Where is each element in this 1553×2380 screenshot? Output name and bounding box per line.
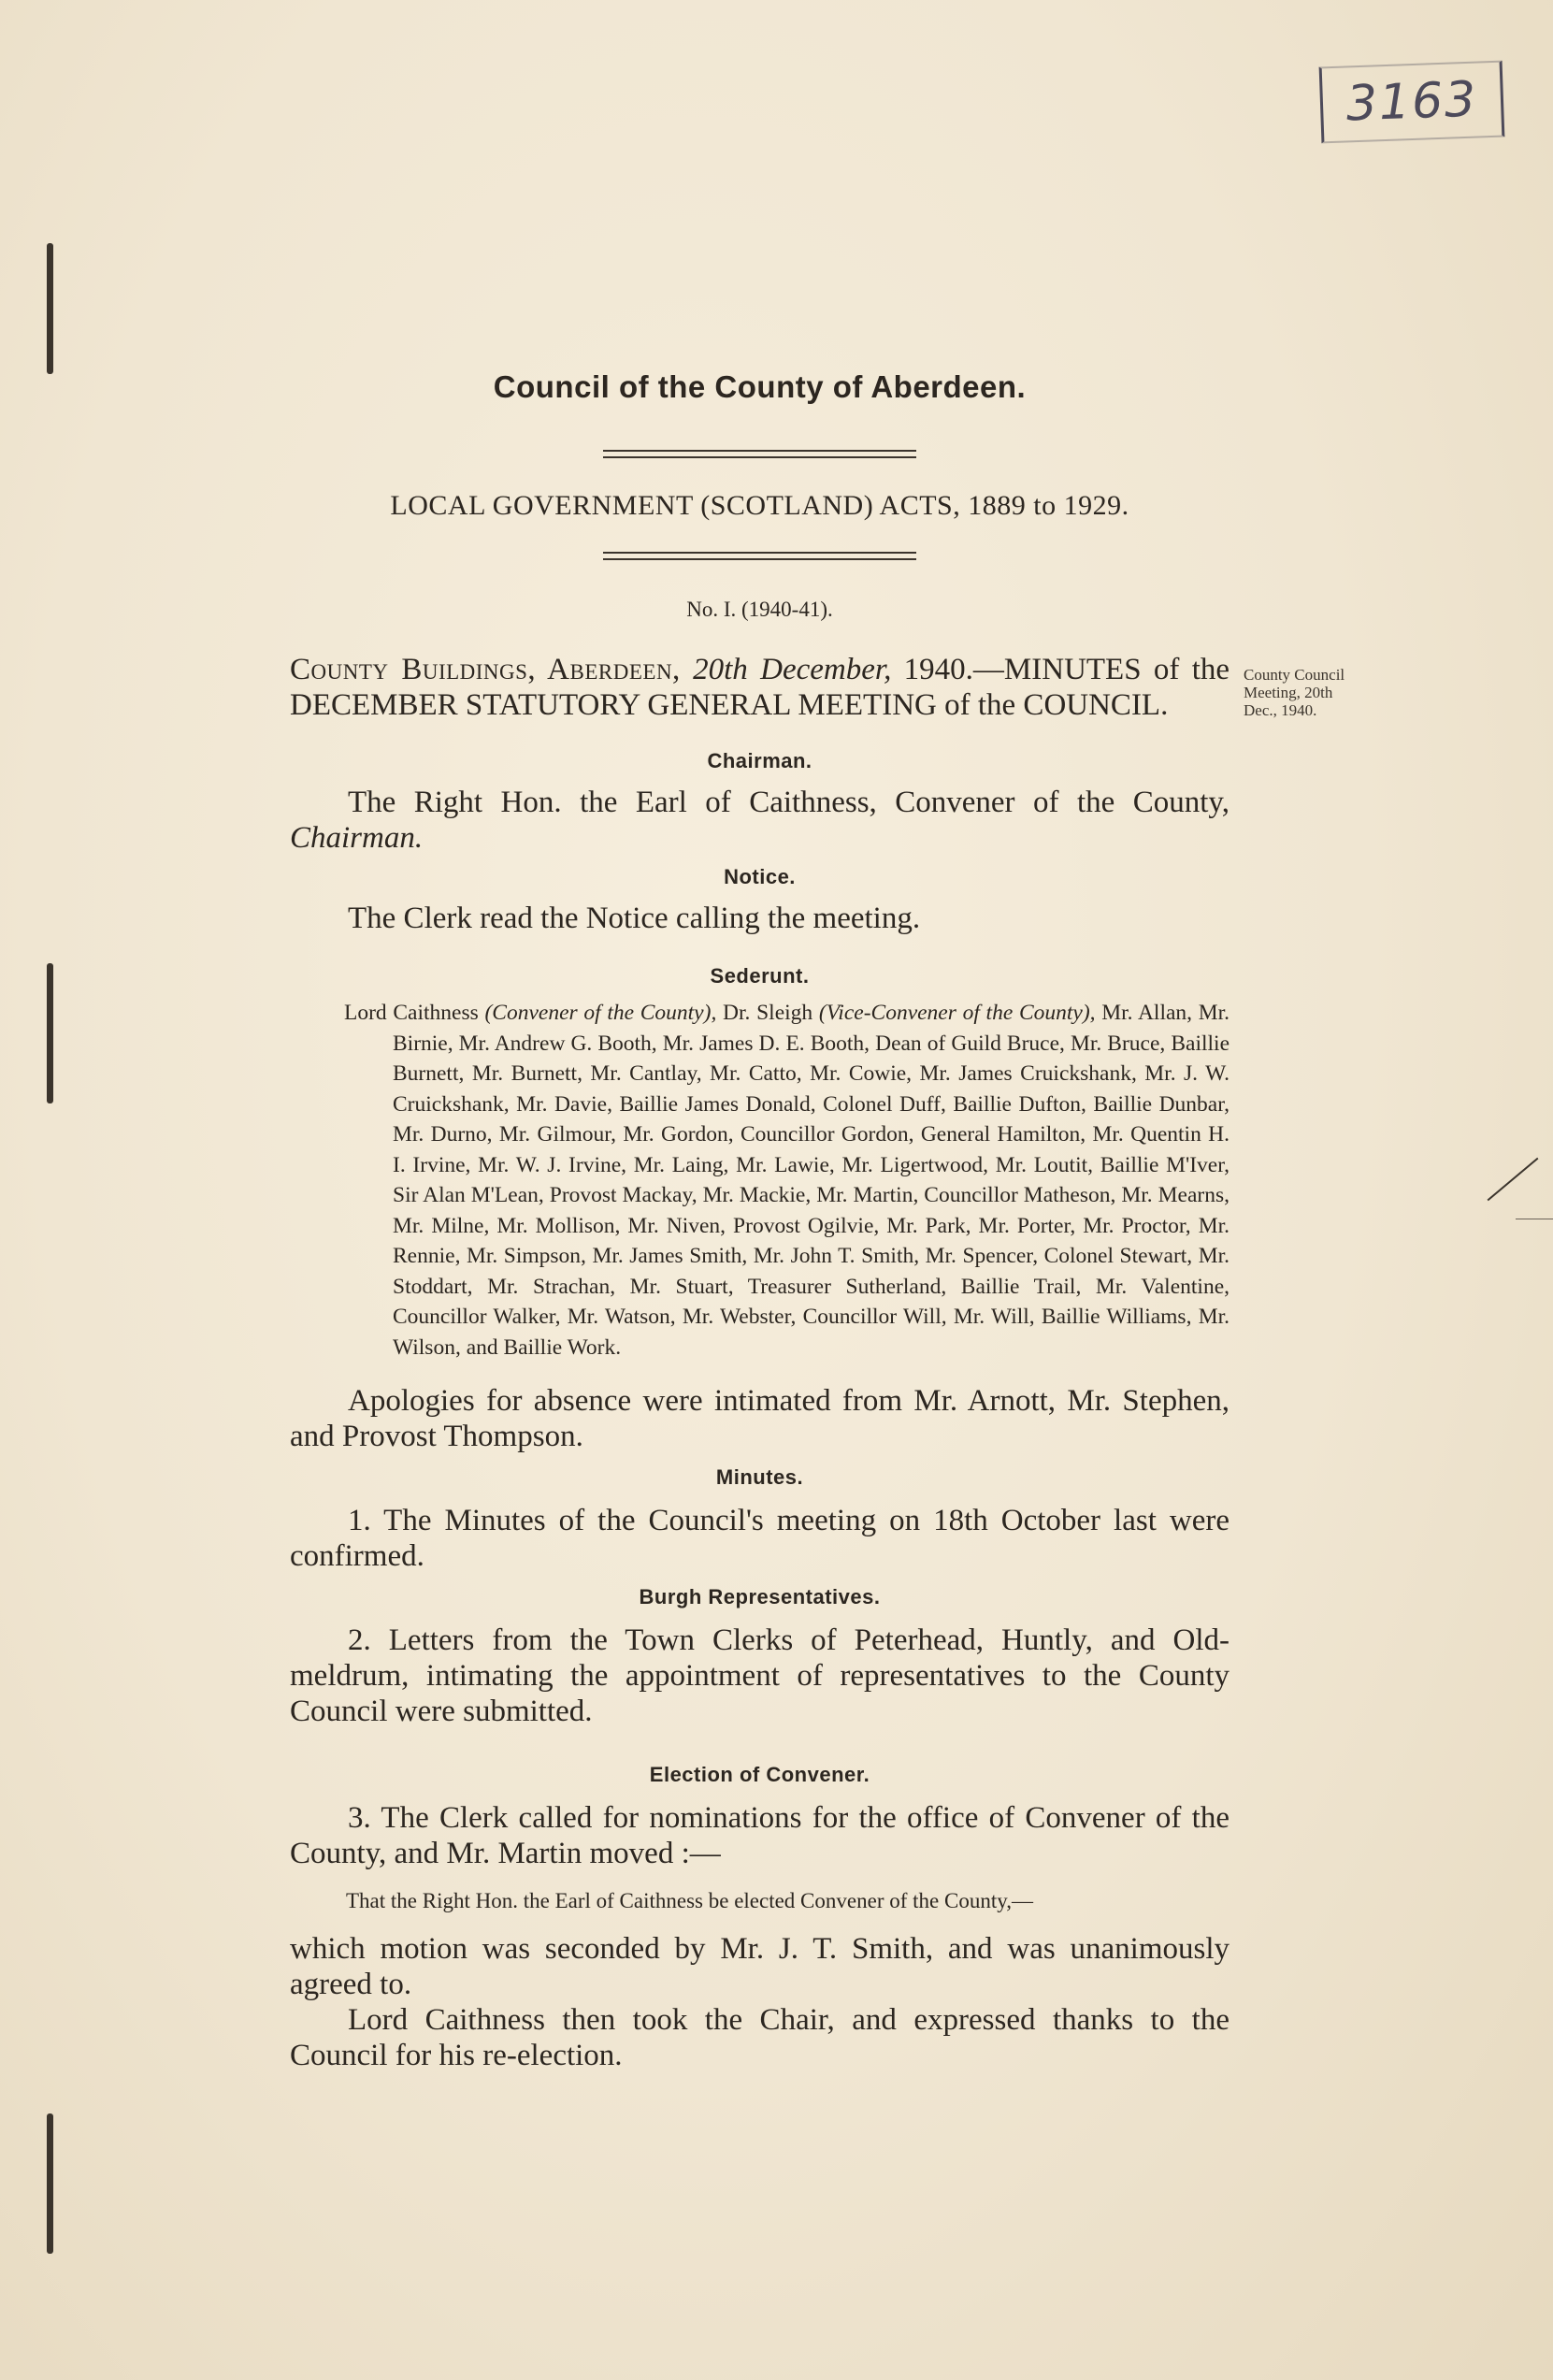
minutes-heading: Minutes. <box>715 1465 804 1489</box>
binding-staple-mark <box>47 963 53 1103</box>
binding-staple-mark <box>47 243 53 374</box>
election-heading: Election of Convener. <box>649 1763 870 1786</box>
election-closing: Lord Caithness then took the Chair, and expressed thanks to the Council for his re-election. <box>290 2003 1229 2072</box>
intro-paragraph <box>290 652 1229 723</box>
intro-date: 20th December, <box>693 653 892 686</box>
election-paragraph: 3. The Clerk called for nominations for the office of Convener of the County, and Mr. Martin moved :— <box>290 1801 1229 1870</box>
sederunt-lead: Lord Caithness <box>344 1001 479 1025</box>
double-rule-divider <box>603 552 916 560</box>
chairman-paragraph <box>290 785 1229 856</box>
sederunt-lead-role: (Convener of the County), <box>484 1001 717 1025</box>
acts-title: LOCAL GOVERNMENT (SCOTLAND) ACTS, 1889 to 1929. <box>390 490 1129 521</box>
chairman-role: Chairman. <box>290 821 424 855</box>
council-title: Council of the County of Aberdeen. <box>493 369 1027 404</box>
minutes-paragraph: 1. The Minutes of the Council's meeting on 18th October last were confirmed. <box>290 1504 1229 1573</box>
notice-heading: Notice. <box>724 865 796 888</box>
apologies-paragraph: Apologies for absence were intimated from Mr. Arnott, Mr. Stephen, and Provost Thompson. <box>290 1384 1229 1453</box>
double-rule-divider <box>603 450 916 458</box>
notice-text: The Clerk read the Notice calling the meeting. <box>348 902 921 935</box>
binding-staple-mark <box>47 2113 53 2254</box>
catalogue-number-handwritten: 3163 <box>1319 61 1505 144</box>
sederunt-members: Mr. Allan, Mr. Birnie, Mr. Andrew G. Booth, Mr. James D. E. Booth, Dean of Guild Bruce, Mr. Bruce, Baillie Burnett, Mr. Burnett, Mr. Cantlay, Mr. Catto, Mr. Cowie, Mr. James Cruickshank, Mr. J. W. Cruickshank, Mr. Davie, Baillie James Donald, Colonel Duff, Baillie Dufton, Baillie Dunbar, Mr. Durno, Mr. Gilmour, Mr. Gordon, Councillor Gordon, General Hamilton, Mr. Quentin H. I. Irvine, Mr. W. J. Irvine, Mr. Laing, Mr. Lawie, Mr. Ligertwood, Mr. Loutit, Baillie M'Iver, Sir Alan M'Lean, Provost Mackay, Mr. Mackie, Mr. Martin, Councillor Matheson, Mr. Mearns, Mr. Milne, Mr. Mollison, Mr. Niven, Provost Ogilvie, Mr. Park, Mr. Porter, Mr. Proctor, Mr. Rennie, Mr. Simpson, Mr. James Smith, Mr. John T. Smith, Mr. Spencer, Colonel Stewart, Mr. Stoddart, Mr. Strachan, Mr. Stuart, Treasurer Sutherland, Baillie Trail, Mr. Valentine, Councillor Walker, Mr. Watson, Mr. Webster, Councillor Will, Mr. Will, Baillie Williams, Mr. Wilson, and Baillie Work. <box>393 1001 1230 1360</box>
chairman-text: The Right Hon. the Earl of Caithness, Convener of the County, <box>348 786 1229 819</box>
sederunt-list <box>344 998 1229 1363</box>
burgh-heading: Burgh Representatives. <box>639 1585 881 1608</box>
sederunt-second-role: (Vice-Convener of the County), <box>818 1001 1096 1025</box>
sederunt-heading: Sederunt. <box>710 964 810 988</box>
election-seconded: which motion was seconded by Mr. J. T. Smith, and was unanimously agreed to. <box>290 1932 1229 2001</box>
chairman-heading: Chairman. <box>707 749 812 772</box>
sederunt-second: Dr. Sleigh <box>723 1001 813 1025</box>
intro-text: 1940.—MINUTES of the DECEMBER STATUTORY GENERAL MEETING of the COUNCIL. <box>290 653 1230 722</box>
stray-pen-mark <box>1488 1158 1539 1202</box>
margin-sidenote: County Council Meeting, 20th Dec., 1940. <box>1244 666 1345 719</box>
intro-place: County Buildings, Aberdeen, <box>290 653 681 686</box>
document-number: No. I. (1940-41). <box>686 598 833 621</box>
election-motion: That the Right Hon. the Earl of Caithness be elected Convener of the County,— <box>346 1889 1033 1912</box>
burgh-paragraph: 2. Letters from the Town Clerks of Peterhead, Huntly, and Old-meldrum, intimating the appointment of representatives to the County Council were submitted. <box>290 1623 1229 1728</box>
document-body <box>290 369 1229 2073</box>
